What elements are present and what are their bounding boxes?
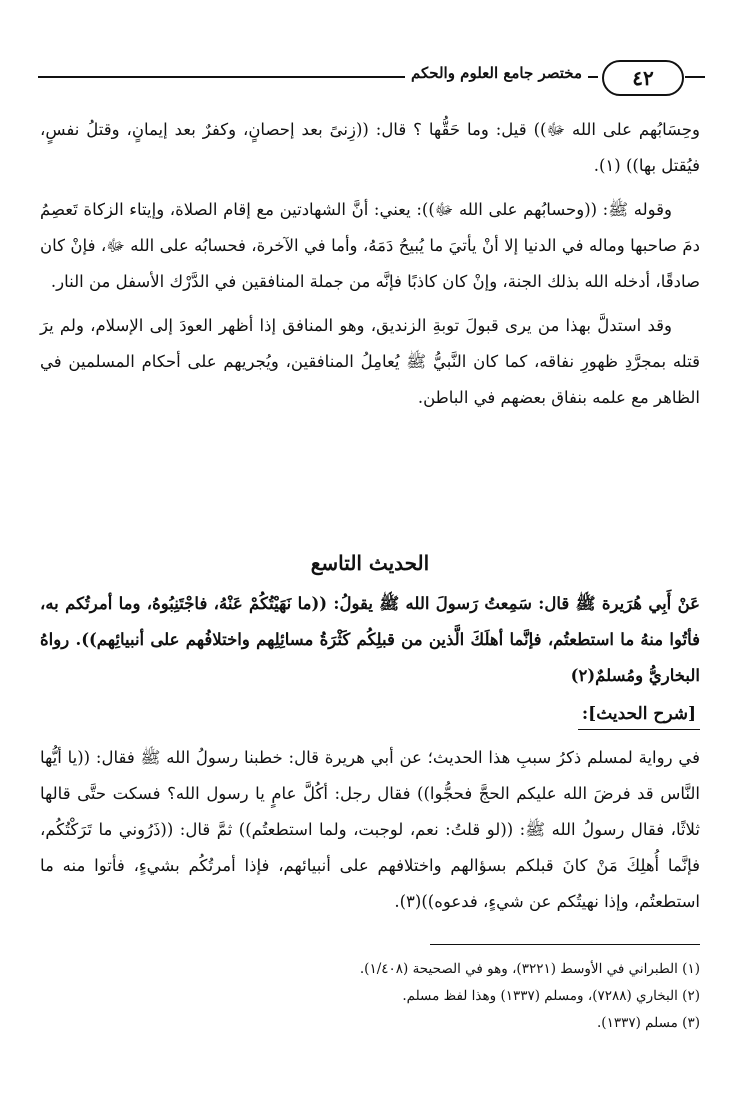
footnote-3: (٣) مسلم (١٣٣٧).: [597, 1015, 700, 1031]
page-header: [30, 58, 710, 98]
commentary-heading-row: [40, 696, 700, 732]
main-text: [40, 112, 700, 416]
hadith-section: [40, 586, 700, 920]
hadith-text: عَنْ أَبِي هُرَيرة ﷺ قال: سَمِعتُ رَسولَ الله ﷺ يقولُ: ((ما نَهَيْتُكُمْ عَنْهُ، فاجْتَنِبُوهُ، وما أمرتُكم به، فأتُوا منهُ ما استطعتُم، فإنَّما أهلَكَ الَّذين من قبلِكُم كَثْرَةُ مسائِلِهم واختلافُهم على أنبيائِهم)). رواهُ البخاريُّ ومُسلمٌ(٢): [40, 594, 700, 685]
footnote-1: (١) الطبراني في الأوسط (٣٢٢١)، وهو في الصحيحة (١/٤٠٨).: [359, 961, 700, 977]
commentary-heading: [شرح الحديث]:: [578, 699, 700, 730]
header-rule-right: [685, 76, 705, 78]
hadith-title: الحديث التاسع: [310, 551, 430, 575]
paragraph-3: وقد استدلَّ بهذا من يرى قبولَ توبةِ الزنديق، وهو المنافق إذا أظهر العودَ إلى الإسلام، ولم يرَ قتله بمجرَّدِ ظهورِ نفاقه، كما كان النَّبيُّ ﷺ يُعامِلُ المنافقين، ويُجريهم على أحكام المسلمين في الظاهر مع علمه بنفاق بعضهم في الباطن.: [40, 316, 700, 407]
footnote-divider: [430, 944, 700, 945]
paragraph-1: وحِسَابُهم على الله ﷻ)) قيل: وما حَقُّها ؟ قال: ((زِنىً بعد إحصانٍ، وكفرٌ بعد إيمانٍ، وقتلُ نفسٍ، فيُقتل بها)) (١).: [40, 120, 700, 175]
paragraph-2: وقوله ﷺ: ((وحسابُهم على الله ﷻ)): يعني: أنَّ الشهادتين مع إقام الصلاة، وإيتاء الزكاة تَعصِمُ دمَ صاحبها وماله في الدنيا إلا أنْ يأتيَ ما يُبيحُ دَمَهُ، وأما في الآخرة، فحسابُه على الله ﷻ، فإنْ كان صادقًا، أدخله الله بذلك الجنة، وإنْ كان كاذبًا فإنَّه من جملة المنافقين في الدَّرْك الأسفل من النار.: [40, 200, 700, 291]
footnote-2: (٢) البخاري (٧٢٨٨)، ومسلم (١٣٣٧) وهذا لفظ مسلم.: [402, 988, 700, 1004]
running-title: مختصر جامع العلوم والحكم: [405, 64, 588, 82]
page-number: ٤٢: [602, 60, 684, 96]
commentary-text: في رواية لمسلم ذكرُ سببِ هذا الحديث؛ عن أبي هريرة قال: خطبنا رسولُ الله ﷺ فقال: ((يا أيُّها النَّاس قد فرضَ الله عليكم الحجَّ فحجُّوا)) فقال رجل: أكُلَّ عامٍ يا رسول الله؟ فسكت حتَّى قالها ثلاثًا، فقال رسولُ الله ﷺ: ((لو قلتُ: نعم، لوجبت، ولما استطعتُم)) ثمَّ قال: ((ذَرُوني ما تَرَكْتُكُم، فإنَّما أُهلِكَ مَنْ كانَ قبلكم بسؤالهم واختلافهم على أنبيائهم، فإذا أمرتُكُم بشيءٍ، فأتوا منه ما استطعتُم، وإذا نهيتُكم عن شيءٍ، فدعوه))(٣).: [40, 748, 700, 911]
footnotes: [40, 956, 700, 1037]
